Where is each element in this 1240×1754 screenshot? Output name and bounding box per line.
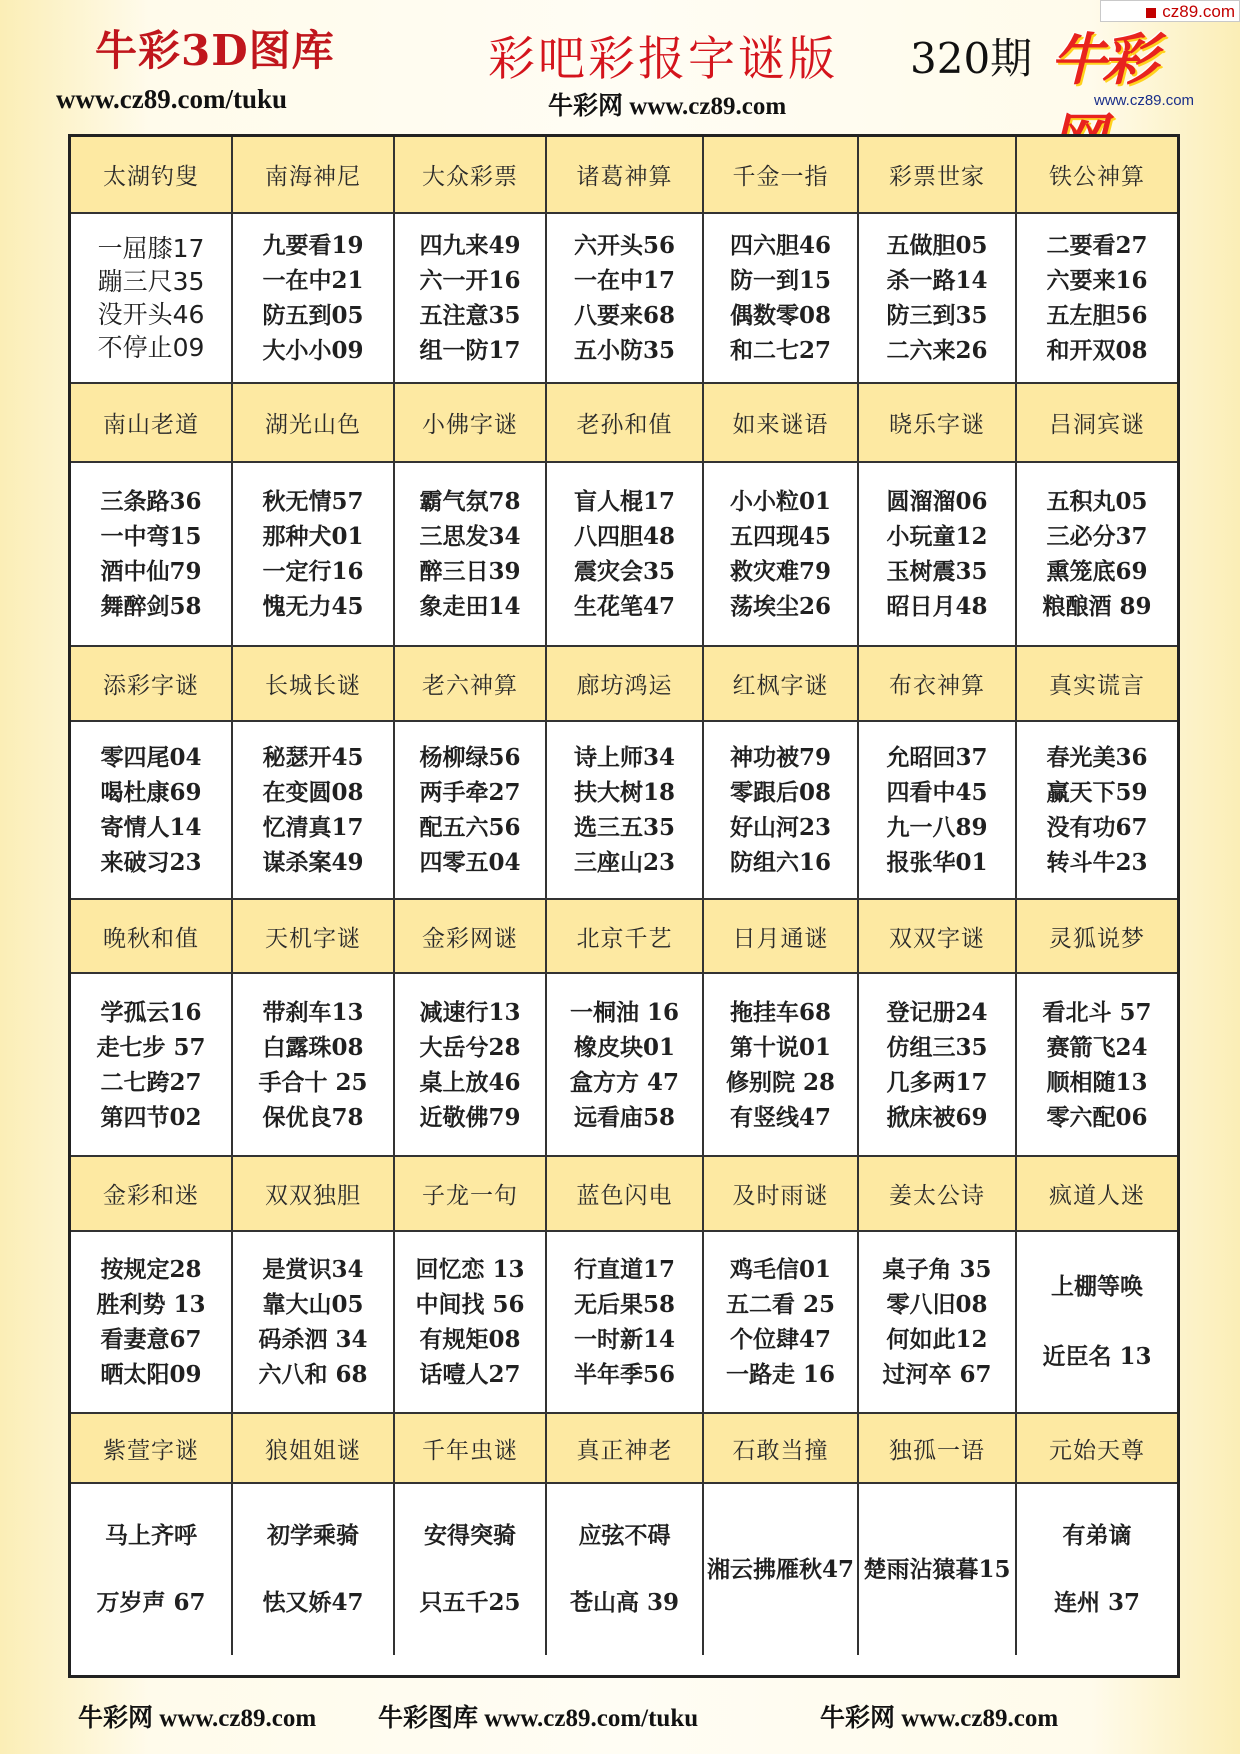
riddle-cell — [547, 722, 704, 900]
footer-link-1[interactable] — [78, 1698, 316, 1734]
column-header: 南海神尼 — [233, 137, 395, 214]
riddle-line: 白露珠08 — [262, 1033, 364, 1061]
riddle-board — [68, 134, 1180, 1678]
column-header: 北京千艺 — [547, 900, 704, 974]
riddle-line: 回忆恋 13 — [415, 1256, 525, 1283]
riddle-line: 九要看19 — [262, 232, 364, 259]
riddle-line: 手合十 25 — [258, 1068, 368, 1096]
riddle-line: 看北斗 57 — [1042, 998, 1152, 1026]
riddle-cell — [704, 1232, 859, 1414]
riddle-line: 和开双08 — [1046, 337, 1148, 364]
riddle-line: 一屈膝17 — [97, 234, 205, 263]
riddle-line: 仿组三35 — [886, 1033, 988, 1061]
riddle-line: 生花笔47 — [573, 593, 675, 620]
page-header — [0, 0, 1240, 122]
column-header: 太湖钓叟 — [71, 137, 233, 214]
riddle-line: 防三到35 — [886, 302, 988, 329]
riddle-line: 有竖线47 — [729, 1103, 831, 1131]
riddle-line: 六开头56 — [573, 232, 675, 259]
riddle-line: 胜利势 13 — [96, 1291, 206, 1318]
riddle-line: 没开头46 — [97, 300, 205, 329]
column-header: 紫萱字谜 — [71, 1414, 233, 1484]
riddle-line: 报张华01 — [886, 849, 988, 876]
riddle-line: 那种犬01 — [262, 523, 364, 550]
riddle-line: 舞醉剑58 — [100, 593, 202, 620]
riddle-line: 防五到05 — [262, 302, 364, 329]
column-header: 晓乐字谜 — [859, 384, 1017, 463]
riddle-line: 保优良78 — [262, 1103, 364, 1131]
riddle-line: 在变圆08 — [262, 779, 364, 806]
riddle-line: 大小小09 — [262, 337, 364, 364]
riddle-line: 选三五35 — [573, 814, 675, 841]
riddle-cell — [859, 1232, 1017, 1414]
riddle-line: 近敬佛79 — [419, 1103, 521, 1131]
riddle-cell — [233, 1232, 395, 1414]
riddle-line: 八要来68 — [573, 302, 675, 329]
column-header: 姜太公诗 — [859, 1157, 1017, 1232]
riddle-cell — [1017, 1232, 1177, 1414]
riddle-line: 掀床被69 — [886, 1103, 988, 1131]
column-header: 日月通谜 — [704, 900, 859, 974]
riddle-line: 一定行16 — [262, 558, 364, 585]
riddle-line: 转斗牛23 — [1046, 849, 1148, 876]
riddle-line: 近臣名 13 — [1042, 1343, 1152, 1370]
site-logo[interactable] — [1050, 16, 1200, 112]
riddle-line: 几多两17 — [886, 1068, 988, 1096]
riddle-line: 顺相随13 — [1046, 1068, 1148, 1096]
riddle-cell — [395, 974, 547, 1157]
column-header: 南山老道 — [71, 384, 233, 463]
riddle-cell — [547, 974, 704, 1157]
riddle-line: 一在中17 — [573, 267, 675, 294]
riddle-line: 五做胆05 — [886, 232, 988, 259]
riddle-line: 赢天下59 — [1046, 779, 1148, 806]
site-url-link[interactable] — [548, 86, 786, 122]
riddle-line: 神功被79 — [729, 744, 831, 771]
riddle-line: 是赏识34 — [262, 1256, 364, 1283]
riddle-cell — [704, 722, 859, 900]
riddle-cell — [233, 214, 395, 384]
riddle-line: 无后果58 — [573, 1291, 675, 1318]
column-header: 布衣神算 — [859, 647, 1017, 722]
riddle-line: 秋无情57 — [262, 488, 364, 515]
riddle-line: 万岁声 67 — [96, 1589, 206, 1616]
riddle-line: 三思发34 — [419, 523, 521, 550]
brand-title: 牛彩3D图库 — [95, 26, 335, 75]
riddle-line: 小小粒01 — [729, 488, 831, 515]
riddle-line: 来破习23 — [100, 849, 202, 876]
column-header: 千年虫谜 — [395, 1414, 547, 1484]
riddle-line: 有规矩08 — [419, 1326, 521, 1353]
riddle-line: 四六胆46 — [729, 232, 831, 259]
riddle-line: 看妻意67 — [100, 1326, 202, 1353]
riddle-line: 五四现45 — [729, 523, 831, 550]
riddle-cell — [1017, 214, 1177, 384]
riddle-cell — [233, 722, 395, 900]
footer-url: www.cz89.com/tuku — [484, 1705, 699, 1732]
riddle-line: 粮酿酒 89 — [1042, 593, 1152, 620]
riddle-line: 半年季56 — [573, 1361, 675, 1388]
column-header: 真实谎言 — [1017, 647, 1177, 722]
riddle-line: 酒中仙79 — [100, 558, 202, 585]
riddle-line: 苍山高 39 — [569, 1589, 679, 1616]
riddle-line: 中间找 56 — [415, 1291, 525, 1318]
riddle-line: 愧无力45 — [262, 593, 364, 620]
riddle-line: 登记册24 — [886, 998, 988, 1026]
riddle-line: 靠大山05 — [262, 1291, 364, 1318]
column-header: 金彩网谜 — [395, 900, 547, 974]
riddle-line: 诗上师34 — [573, 744, 675, 771]
riddle-line: 八四胆48 — [573, 523, 675, 550]
riddle-cell — [547, 214, 704, 384]
column-header: 独孤一语 — [859, 1414, 1017, 1484]
riddle-line: 防组六16 — [729, 849, 831, 876]
riddle-line: 鸡毛信01 — [729, 1256, 831, 1283]
riddle-line: 醉三日39 — [419, 558, 521, 585]
column-header: 疯道人迷 — [1017, 1157, 1177, 1232]
column-header: 添彩字谜 — [71, 647, 233, 722]
footer-url: www.cz89.com — [901, 1705, 1059, 1732]
column-header: 铁公神算 — [1017, 137, 1177, 214]
footer-label: 牛彩网 — [820, 1703, 896, 1732]
riddle-line: 玉树震35 — [886, 558, 988, 585]
riddle-line: 偶数零08 — [729, 302, 831, 329]
riddle-line: 春光美36 — [1046, 744, 1148, 771]
riddle-line: 圆溜溜06 — [886, 488, 988, 515]
column-header: 天机字谜 — [233, 900, 395, 974]
riddle-line: 三座山23 — [573, 849, 675, 876]
riddle-line: 橡皮块01 — [573, 1033, 675, 1061]
riddle-line: 盒方方 47 — [569, 1068, 679, 1096]
column-header: 子龙一句 — [395, 1157, 547, 1232]
riddle-cell — [233, 974, 395, 1157]
riddle-line: 昭日月48 — [886, 593, 988, 620]
column-header: 及时雨谜 — [704, 1157, 859, 1232]
riddle-cell — [71, 1484, 233, 1655]
footer-label: 牛彩网 — [78, 1703, 154, 1732]
riddle-line: 九一八89 — [886, 814, 988, 841]
riddle-line: 救灾难79 — [729, 558, 831, 585]
column-header: 长城长谜 — [233, 647, 395, 722]
page-footer — [0, 1690, 1240, 1740]
riddle-cell — [1017, 974, 1177, 1157]
brand-url-link[interactable]: www.cz89.com/tuku — [56, 84, 287, 114]
riddle-line: 四零五04 — [419, 849, 521, 876]
riddle-cell — [547, 463, 704, 647]
riddle-line: 防一到15 — [729, 267, 831, 294]
riddle-line: 减速行13 — [419, 998, 521, 1026]
riddle-cell — [1017, 1484, 1177, 1655]
riddle-line: 五小防35 — [573, 337, 675, 364]
page-title: 彩吧彩报字谜版 — [488, 32, 838, 87]
riddle-line: 两手牵27 — [419, 779, 521, 806]
footer-link-2[interactable] — [378, 1698, 698, 1734]
riddle-line: 三必分37 — [1046, 523, 1148, 550]
riddle-cell — [1017, 722, 1177, 900]
corner-tag-text: cz89.com — [1162, 2, 1235, 21]
riddle-line: 寄情人14 — [100, 814, 202, 841]
riddle-line: 上棚等唤 — [1051, 1273, 1143, 1300]
riddle-line: 荡埃尘26 — [729, 593, 831, 620]
riddle-line: 小玩童12 — [886, 523, 988, 550]
riddle-line: 楚雨沾猿暮15 — [863, 1556, 1011, 1583]
riddle-line: 晒太阳09 — [100, 1361, 202, 1388]
riddle-line: 秘瑟开45 — [262, 744, 364, 771]
riddle-line: 六一开16 — [419, 267, 521, 294]
column-header: 湖光山色 — [233, 384, 395, 463]
riddle-line: 有弟谪 — [1062, 1522, 1132, 1549]
column-header: 石敢当撞 — [704, 1414, 859, 1484]
riddle-line: 五注意35 — [419, 302, 521, 329]
corner-tag[interactable] — [1100, 0, 1240, 22]
riddle-line: 和二七27 — [729, 337, 831, 364]
riddle-line: 个位肆47 — [729, 1326, 831, 1353]
riddle-cell — [395, 1484, 547, 1655]
riddle-cell — [395, 214, 547, 384]
column-header: 老六神算 — [395, 647, 547, 722]
riddle-line: 码杀泗 34 — [258, 1326, 368, 1353]
column-header: 灵狐说梦 — [1017, 900, 1177, 974]
riddle-line: 怯又娇47 — [262, 1589, 364, 1616]
riddle-line: 远看庙58 — [573, 1103, 675, 1131]
footer-url: www.cz89.com — [159, 1705, 317, 1732]
riddle-line: 一在中21 — [262, 267, 364, 294]
column-header: 真正神老 — [547, 1414, 704, 1484]
riddle-line: 桌子角 35 — [882, 1256, 992, 1283]
riddle-line: 谋杀案49 — [262, 849, 364, 876]
riddle-line: 配五六56 — [419, 814, 521, 841]
riddle-cell — [859, 974, 1017, 1157]
column-header: 狼姐姐谜 — [233, 1414, 395, 1484]
column-header: 老孙和值 — [547, 384, 704, 463]
riddle-line: 三条路36 — [100, 488, 202, 515]
riddle-line: 蹦三尺35 — [97, 267, 205, 296]
riddle-line: 一桐油 16 — [569, 998, 679, 1026]
riddle-cell — [704, 1484, 859, 1655]
riddle-line: 第四节02 — [100, 1103, 202, 1131]
riddle-line: 霸气氛78 — [419, 488, 521, 515]
riddle-line: 允昭回37 — [886, 744, 988, 771]
riddle-line: 带刹车13 — [262, 998, 364, 1026]
riddle-line: 何如此12 — [886, 1326, 988, 1353]
column-header: 晚秋和值 — [71, 900, 233, 974]
riddle-line: 二六来26 — [886, 337, 988, 364]
riddle-line: 好山河23 — [729, 814, 831, 841]
riddle-cell — [704, 214, 859, 384]
riddle-line: 安得突骑 — [424, 1522, 516, 1549]
column-header: 小佛字谜 — [395, 384, 547, 463]
issue-number: 320期 — [910, 34, 1033, 83]
riddle-cell — [859, 722, 1017, 900]
riddle-line: 没有功67 — [1046, 814, 1148, 841]
riddle-cell — [704, 463, 859, 647]
riddle-cell — [71, 463, 233, 647]
riddle-line: 修别院 28 — [725, 1068, 835, 1096]
riddle-line: 行直道17 — [573, 1256, 675, 1283]
logo-url: www.cz89.com — [1094, 92, 1195, 109]
riddle-cell — [395, 1232, 547, 1414]
riddle-line: 零四尾04 — [100, 744, 202, 771]
riddle-line: 零八旧08 — [886, 1291, 988, 1318]
riddle-cell — [71, 1232, 233, 1414]
column-header: 双双字谜 — [859, 900, 1017, 974]
footer-label: 牛彩图库 — [378, 1703, 479, 1732]
riddle-line: 零六配06 — [1046, 1103, 1148, 1131]
riddle-line: 杀一路14 — [886, 267, 988, 294]
riddle-line: 盲人棍17 — [573, 488, 675, 515]
riddle-line: 六八和 68 — [258, 1361, 368, 1388]
column-header: 金彩和迷 — [71, 1157, 233, 1232]
riddle-line: 熏笼底69 — [1046, 558, 1148, 585]
column-header: 蓝色闪电 — [547, 1157, 704, 1232]
riddle-cell — [395, 463, 547, 647]
riddle-line: 走七步 57 — [96, 1033, 206, 1061]
riddle-line: 连州 37 — [1053, 1589, 1140, 1616]
riddle-line: 湘云拂雁秋47 — [706, 1556, 854, 1583]
riddle-line: 四九来49 — [419, 232, 521, 259]
column-header: 大众彩票 — [395, 137, 547, 214]
riddle-line: 拖挂车68 — [729, 998, 831, 1026]
riddle-cell — [704, 974, 859, 1157]
riddle-line: 扶大树18 — [573, 779, 675, 806]
riddle-line: 四看中45 — [886, 779, 988, 806]
riddle-line: 一中弯15 — [100, 523, 202, 550]
riddle-line: 喝杜康69 — [100, 779, 202, 806]
riddle-line: 应弦不碍 — [578, 1522, 671, 1549]
column-header: 诸葛神算 — [547, 137, 704, 214]
riddle-line: 一路走 16 — [725, 1361, 835, 1388]
riddle-line: 初学乘骑 — [267, 1522, 359, 1549]
logo-text: 牛彩 — [1050, 28, 1154, 93]
riddle-line: 六要来16 — [1046, 267, 1148, 294]
riddle-line: 忆清真17 — [262, 814, 364, 841]
riddle-line: 学孤云16 — [100, 998, 202, 1026]
riddle-line: 五二看 25 — [725, 1291, 835, 1318]
riddle-line: 杨柳绿56 — [419, 744, 521, 771]
riddle-cell — [547, 1232, 704, 1414]
footer-link-3[interactable] — [820, 1698, 1058, 1734]
riddle-cell — [71, 722, 233, 900]
site-url-label: 牛彩网 — [548, 93, 624, 120]
column-header: 彩票世家 — [859, 137, 1017, 214]
column-header: 千金一指 — [704, 137, 859, 214]
riddle-line: 组一防17 — [419, 337, 521, 364]
riddle-line: 只五千25 — [419, 1589, 521, 1616]
riddle-line: 不停止09 — [97, 333, 205, 362]
riddle-line: 象走田14 — [419, 593, 521, 620]
riddle-line: 五左胆56 — [1046, 302, 1148, 329]
riddle-line: 赛箭飞24 — [1046, 1033, 1148, 1061]
riddle-line: 一时新14 — [573, 1326, 675, 1353]
column-header: 元始天尊 — [1017, 1414, 1177, 1484]
riddle-line: 二七跨27 — [100, 1068, 202, 1096]
riddle-line: 零跟后08 — [729, 779, 831, 806]
riddle-line: 按规定28 — [100, 1256, 202, 1283]
riddle-line: 马上齐呼 — [105, 1522, 197, 1549]
riddle-cell — [859, 1484, 1017, 1655]
riddle-cell — [395, 722, 547, 900]
riddle-cell — [233, 463, 395, 647]
riddle-cell — [71, 214, 233, 384]
riddle-cell — [547, 1484, 704, 1655]
riddle-cell — [1017, 463, 1177, 647]
riddle-cell — [859, 463, 1017, 647]
column-header: 廊坊鸿运 — [547, 647, 704, 722]
riddle-line: 二要看27 — [1046, 232, 1148, 259]
riddle-line: 过河卒 67 — [882, 1361, 992, 1388]
riddle-line: 话噎人27 — [419, 1361, 521, 1388]
site-url-text: www.cz89.com — [629, 93, 787, 120]
riddle-line: 第十说01 — [729, 1033, 831, 1061]
riddle-line: 五积丸05 — [1046, 488, 1148, 515]
riddle-cell — [233, 1484, 395, 1655]
square-icon — [1146, 8, 1156, 18]
riddle-line: 大岳兮28 — [419, 1033, 521, 1061]
column-header: 如来谜语 — [704, 384, 859, 463]
column-header: 双双独胆 — [233, 1157, 395, 1232]
riddle-line: 桌上放46 — [419, 1068, 521, 1096]
column-header: 吕洞宾谜 — [1017, 384, 1177, 463]
riddle-line: 震灾会35 — [573, 558, 675, 585]
riddle-cell — [859, 214, 1017, 384]
column-header: 红枫字谜 — [704, 647, 859, 722]
riddle-cell — [71, 974, 233, 1157]
